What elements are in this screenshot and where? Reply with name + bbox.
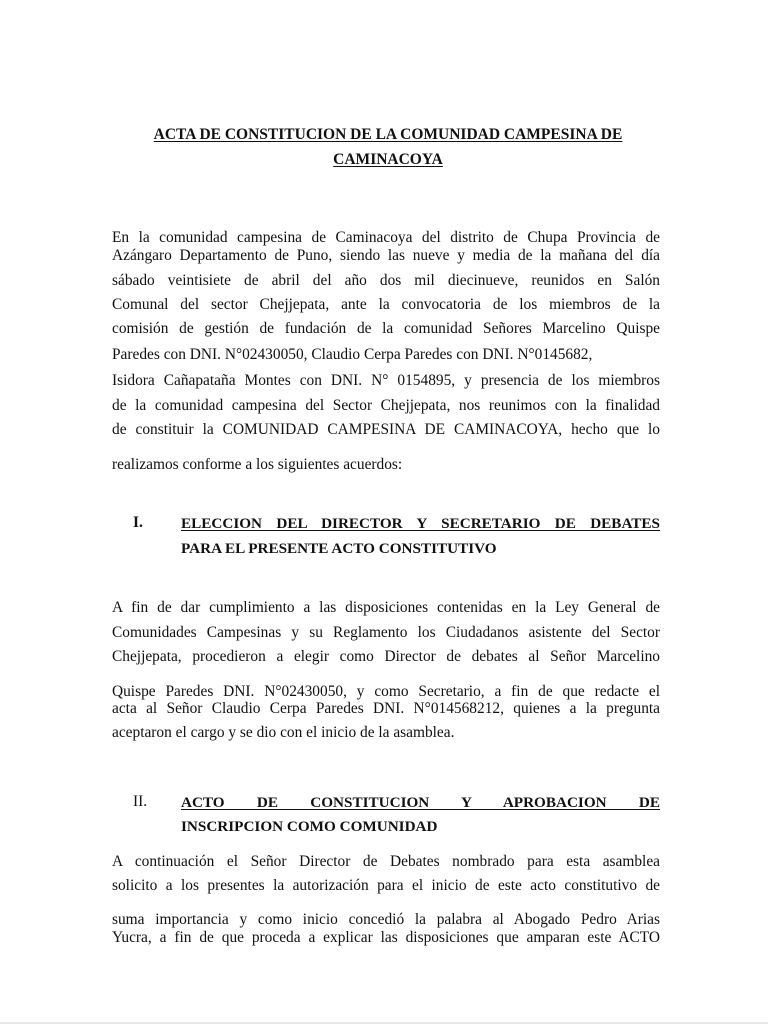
section-1-numeral: I. [133,514,143,531]
document-title-line-2: CAMINACOYA [333,151,443,168]
section-2-numeral: II. [133,793,148,810]
intro-line: En la comunidad campesina de Caminacoya del distrito de Chupa Provincia de [112,229,660,246]
section-1-line: Chejjepata, procedieron a elegir como Director de debates al Señor Marcelino [112,648,660,665]
section-2-line: A continuación el Señor Director de Debates nombrado para esta asamblea [112,853,660,870]
intro-line: Azángaro Departamento de Puno, siendo las nueve y media de la mañana del día [112,247,660,264]
section-2-line: Yucra, a fin de que proceda a explicar las disposiciones que amparan este ACTO [112,929,660,946]
section-1-heading-line-2: PARA EL PRESENTE ACTO CONSTITUTIVO [181,540,497,557]
section-2-line: solicito a los presentes la autorización para el inicio de este acto constitutivo de [112,877,660,894]
intro-line: Paredes con DNI. N°02430050, Claudio Cerpa Paredes con DNI. N°0145682, [112,346,593,363]
intro-line: realizamos conforme a los siguientes acuerdos: [112,456,403,473]
intro-line: de la comunidad campesina del Sector Chejjepata, nos reunimos con la finalidad [112,397,660,414]
section-1-line: A fin de dar cumplimiento a las disposiciones contenidas en la Ley General de [112,599,660,616]
document-title-line-1: ACTA DE CONSTITUCION DE LA COMUNIDAD CAMPESINA DE [153,126,623,143]
section-1-line: Quispe Paredes DNI. N°02430050, y como Secretario, a fin de que redacte el [112,683,660,700]
section-1-line: aceptaron el cargo y se dio con el inicio de la asamblea. [112,724,455,741]
intro-line: de constituir la COMUNIDAD CAMPESINA DE CAMINACOYA, hecho que lo [112,421,660,438]
intro-line: sábado veintisiete de abril del año dos mil diecinueve, reunidos en Salón [112,272,660,289]
intro-line: Isidora Cañapataña Montes con DNI. N° 0154895, y presencia de los miembros [112,372,660,389]
section-2-heading-line-2: INSCRIPCION COMO COMUNIDAD [181,818,438,835]
intro-line: comisión de gestión de fundación de la comunidad Señores Marcelino Quispe [112,320,660,337]
section-2-heading-line-1: ACTO DE CONSTITUCION Y APROBACION DE [181,794,660,811]
intro-line: Comunal del sector Chejjepata, ante la convocatoria de los miembros de la [112,296,660,313]
section-1-line: Comunidades Campesinas y su Reglamento los Ciudadanos asistente del Sector [112,624,660,641]
section-1-line: acta al Señor Claudio Cerpa Paredes DNI. N°014568212, quienes a la pregunta [112,700,660,717]
section-1-heading-line-1: ELECCION DEL DIRECTOR Y SECRETARIO DE DEBATES [181,515,660,532]
section-2-line: suma importancia y como inicio concedió la palabra al Abogado Pedro Arias [112,911,660,928]
